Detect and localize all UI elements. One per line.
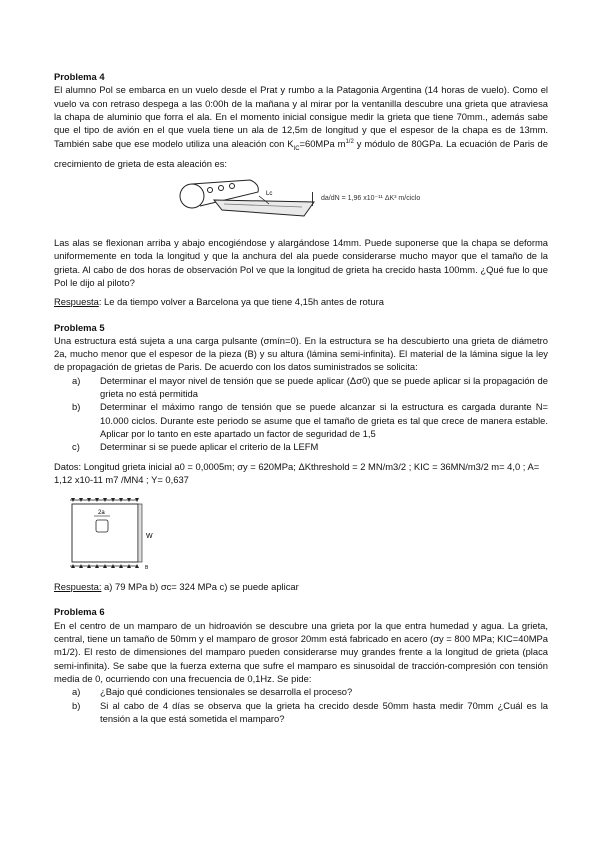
item-label: a) — [72, 374, 81, 386]
problem-6-body: En el centro de un mamparo de un hidroavión se descubre una grieta por la que entra humedad y agua. La grieta, central, tiene un tamaño de 50mm y el mamparo de grosor 20mm está fabricado en acero (σy = 800 MPa; KIC=40MPa m1/2). El resto de dimensiones del mamparo pueden considerarse muy grandes frente a la longitud de grieta (placa semi-infinita). Se sabe que la fuerza externa que sufre el mamparo es sinusoidal de tracción-compresión con tensión media de 0, ocurriendo con una frecuencia de 0,1Hz. Se pide: — [54, 619, 548, 684]
problem-4-body: El alumno Pol se embarca en un vuelo desde el Prat y rumbo a la Patagonia Argentina (14 horas de vuelo). Como el vuelo va con retraso despega a las 0:00h de la mañana y al mirar por la ventanilla descubre una grieta que atraviesa la chapa de aluminio que forra el ala. En el momento inicial consigue medir la grieta que tiene 70mm., además sabe que el tipo de avión en el que vuela tiene un ala de 12,5m de longitud y que el espesor de la chapa es de 13mm. También sabe que ese modelo utiliza una aleación con K — [54, 84, 548, 150]
problem-5-body: Una estructura está sujeta a una carga pulsante (σmín=0). En la estructura se ha descubierto una grieta de diámetro 2a, mucho menor que el espesor de la pieza (B) y su altura (lámina semi-infinita). El material de la lámina sigue la ley de propagación de grietas de Paris. De acuerdo con los datos suministrados se solicita: — [54, 334, 548, 373]
item-text: ¿Bajo qué condiciones tensionales se desarrolla el proceso? — [100, 686, 353, 698]
problem-5-data-line-1: Datos: Longitud grieta inicial a0 = 0,0005m; σy = 620MPa; ΔKthreshold = 2 MN/m3/2 ; KIC = 36MN/m3/2 m= 4,0 ; A= — [54, 460, 540, 472]
kic-subscript: IC — [293, 146, 300, 153]
problem-6-title: Problema 6 — [54, 606, 105, 618]
crack-diameter-label: 2a — [98, 510, 105, 517]
answer-text: a) 79 MPa b) σc= 324 MPa c) se puede aplicar — [101, 581, 299, 593]
list-item — [54, 400, 548, 440]
wing-crack-drawing — [54, 176, 548, 222]
item-text: Determinar el máximo rango de tensión que se puede alcanzar si la estructura es cargada durante N= 10.000 ciclos. Durante este periodo se asume que el tamaño de grieta es tal que crece de manera estable. Aplicar por lo tanto en este apartado un factor de seguridad de 1,5 — [100, 401, 548, 439]
item-text: Si al cabo de 4 días se observa que la grieta ha crecido desde 50mm hasta medir 70mm ¿Cuál es la tensión a la que está sometida el mamparo? — [100, 699, 548, 724]
problem-4-title: Problema 4 — [54, 71, 105, 82]
exponent: 1/2 — [345, 139, 354, 146]
item-text: Determinar el mayor nivel de tensión que se puede aplicar (Δσ0) que se puede aplicar si la propagación de grieta no está permitida — [100, 374, 548, 400]
list-item — [54, 699, 548, 726]
crack-label: Lc — [266, 191, 273, 198]
plate-crack-drawing — [54, 494, 548, 572]
problem-4-statement — [54, 83, 548, 170]
item-label: b) — [72, 401, 81, 413]
answer-label: Respuesta — [54, 296, 99, 308]
plate-figure — [54, 494, 548, 572]
problem-5-data-line-2: 1,12 x10-11 m7 /MN4 ; Y= 0,637 — [54, 473, 189, 485]
problem-5-answer — [54, 580, 548, 593]
problem-4-answer — [54, 295, 548, 308]
problem-4-body-cont: =60MPa m — [299, 138, 346, 150]
problem-4-body-end: y módulo de 80GPa. La ecuación de Paris de crecimiento de grieta de esta aleación es: — [54, 138, 548, 169]
list-item — [54, 374, 548, 401]
wing-figure — [54, 176, 548, 222]
paris-equation: da/dN = 1,96 x10⁻¹¹ ΔK³ m/ciclo — [312, 192, 420, 206]
answer-text: : Le da tiempo volver a Barcelona ya que tiene 4,15h antes de rotura — [98, 296, 384, 308]
list-item — [54, 685, 548, 698]
problem-5-title: Problema 5 — [54, 321, 105, 333]
item-text: Determinar si se puede aplicar el criterio de la LEFM — [100, 441, 319, 453]
item-label: b) — [72, 699, 81, 711]
problem-5-list — [54, 374, 548, 454]
item-label: c) — [72, 441, 80, 453]
thickness-label: B — [145, 565, 149, 572]
document-page — [54, 70, 548, 725]
answer-label: Respuesta: — [54, 581, 102, 593]
problem-4-body-2: Las alas se flexionan arriba y abajo encogiéndose y alargándose 14mm. Puede suponerse que la chapa se deforma uniformemente en toda la longitud y que la anchura del ala puede considerarse mucho mayor que el tamaño de la grieta. Al cabo de dos horas de observación Pol ve que la longitud de grieta ha crecido hasta 100mm. ¿Qué fue lo que Pol le dijo al piloto? — [54, 237, 548, 288]
list-item — [54, 440, 548, 453]
problem-6-list — [54, 685, 548, 725]
height-label: W — [146, 533, 153, 541]
item-label: a) — [72, 686, 81, 698]
